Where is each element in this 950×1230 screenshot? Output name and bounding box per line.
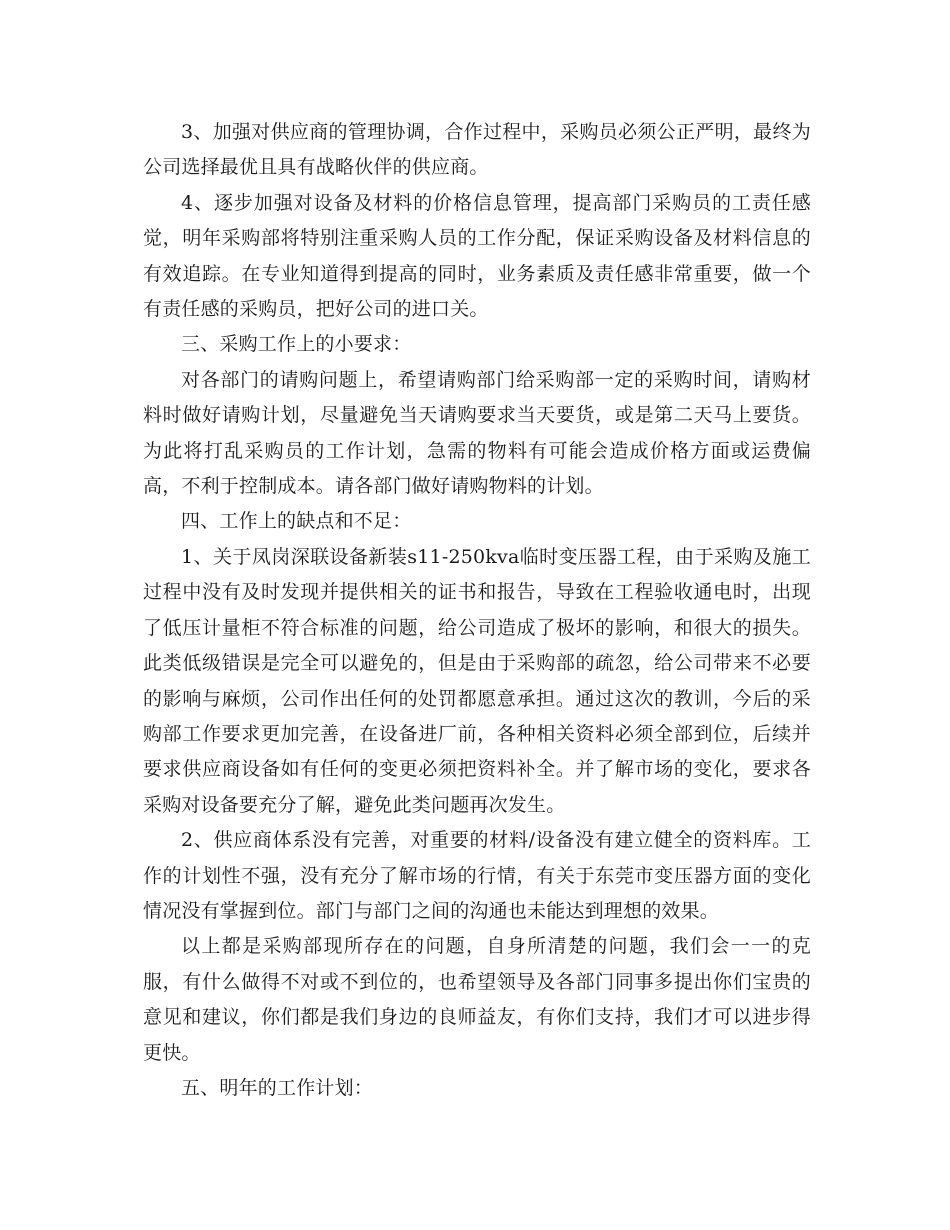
paragraph-purchase-requests: 对各部门的请购问题上，希望请购部门给采购部一定的采购时间，请购材料时做好请购计划，尽量避免当天请购要求当天要货，或是第二天马上要货。为此将打乱采购员的工作计划，急需的物料有可能会造成价格方面或运费偏高，不利于控制成本。请各部门做好请购物料的计划。 — [143, 368, 811, 498]
paragraph-price-information: 4、逐步加强对设备及材料的价格信息管理，提高部门采购员的工责任感觉，明年采购部将特别注重采购人员的工作分配，保证采购设备及材料信息的有效追踪。在专业知道得到提高的同时，业务素质及责任感非常重要，做一个有责任感的采购员，把好公司的进口关。 — [143, 191, 811, 321]
document-body — [143, 115, 811, 1106]
heading-purchase-requirements: 三、采购工作上的小要求： — [181, 333, 412, 356]
paragraph-supplier-system: 2、供应商体系没有完善，对重要的材料/设备没有建立健全的资料库。工作的计划性不强，没有充分了解市场的行情，有关于东莞市变压器方面的变化情况没有掌握到位。部门与部门之间的沟通也未能达到理想的效果。 — [143, 829, 811, 922]
paragraph-transformer-project: 1、关于凤岗深联设备新装s11-250kva临时变压器工程，由于采购及施工过程中没有及时发现并提供相关的证书和报告，导致在工程验收通电时，出现了低压计量柜不符合标准的问题，给公司造成了极坏的影响，和很大的损失。此类低级错误是完全可以避免的，但是由于采购部的疏忽，给公司带来不必要的影响与麻烦，公司作出任何的处罚都愿意承担。通过这次的教训，今后的采购部工作要求更加完善，在设备进厂前，各种相关资料必须全部到位，后续并要求供应商设备如有任何的变更必须把资料补全。并了解市场的变化，要求各采购对设备要充分了解，避免此类问题再次发生。 — [143, 545, 811, 816]
heading-shortcomings: 四、工作上的缺点和不足： — [181, 510, 412, 533]
heading-next-year-plan: 五、明年的工作计划： — [181, 1076, 374, 1099]
paragraph-summary: 以上都是采购部现所存在的问题，自身所清楚的问题，我们会一一的克服，有什么做得不对或不到位的，也希望领导及各部门同事多提出你们宝贵的意见和建议，你们都是我们身边的良师益友，有你们支持，我们才可以进步得更快。 — [143, 935, 811, 1064]
paragraph-supplier-management: 3、加强对供应商的管理协调，合作过程中，采购员必须公正严明，最终为公司选择最优且具有战略伙伴的供应商。 — [143, 121, 811, 179]
